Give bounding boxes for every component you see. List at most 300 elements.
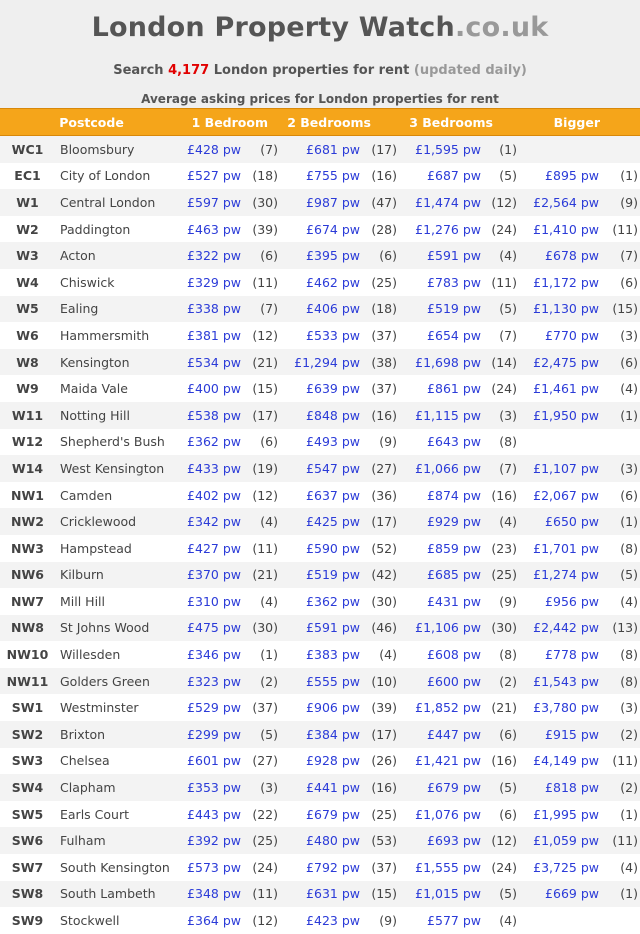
postcode-cell: W6 [16, 327, 39, 343]
area-name-cell: St Johns Wood [60, 620, 150, 636]
price-1-bedroom-link[interactable]: £573 pw [187, 859, 241, 875]
area-name-cell: Cricklewood [60, 514, 137, 530]
price-2-bedrooms-link[interactable]: £639 pw [306, 381, 360, 397]
updated-note: (updated daily) [413, 63, 527, 78]
price-bigger-link[interactable]: £2,564 pw [533, 194, 599, 210]
price-3-bedrooms-link[interactable]: £643 pw [427, 434, 481, 450]
table-row [0, 694, 640, 721]
price-2-bedrooms-link[interactable]: £848 pw [306, 407, 360, 423]
count-bigger: (11) [612, 833, 638, 849]
price-bigger-link[interactable]: £678 pw [545, 248, 599, 264]
count-3-bedrooms: (16) [491, 753, 517, 769]
count-bigger: (4) [620, 859, 638, 875]
area-name-cell: Ealing [60, 301, 99, 317]
price-bigger-link[interactable]: £2,442 pw [533, 620, 599, 636]
count-3-bedrooms: (2) [499, 673, 517, 689]
count-1-bedroom: (25) [252, 833, 278, 849]
postcode-cell: W1 [16, 194, 39, 210]
price-2-bedrooms-link[interactable]: £547 pw [306, 460, 360, 476]
count-1-bedroom: (7) [260, 301, 278, 317]
count-3-bedrooms: (5) [499, 780, 517, 796]
table-row [0, 296, 640, 323]
price-2-bedrooms-link[interactable]: £631 pw [306, 886, 360, 902]
price-2-bedrooms-link[interactable]: £681 pw [306, 141, 360, 157]
price-bigger-link[interactable]: £818 pw [545, 780, 599, 796]
column-header-bigger: Bigger [553, 114, 600, 130]
count-3-bedrooms: (4) [499, 248, 517, 264]
price-2-bedrooms-link[interactable]: £906 pw [306, 700, 360, 716]
price-3-bedrooms-link[interactable]: £1,106 pw [415, 620, 481, 636]
count-1-bedroom: (22) [252, 806, 278, 822]
count-1-bedroom: (17) [252, 407, 278, 423]
postcode-cell: SW6 [11, 833, 44, 849]
count-bigger: (8) [620, 540, 638, 556]
price-1-bedroom-link[interactable]: £400 pw [187, 381, 241, 397]
count-bigger: (4) [620, 593, 638, 609]
price-3-bedrooms-link[interactable]: £519 pw [427, 301, 481, 317]
price-3-bedrooms-link[interactable]: £1,595 pw [415, 141, 481, 157]
site-title-tld: .co.uk [454, 12, 549, 43]
count-3-bedrooms: (8) [499, 647, 517, 663]
count-1-bedroom: (11) [252, 886, 278, 902]
postcode-cell: SW1 [11, 700, 44, 716]
count-2-bedrooms: (18) [371, 301, 397, 317]
postcode-cell: SW2 [11, 726, 44, 742]
price-1-bedroom-link[interactable]: £381 pw [187, 327, 241, 343]
area-name-cell: Shepherd's Bush [60, 434, 165, 450]
price-3-bedrooms-link[interactable]: £693 pw [427, 833, 481, 849]
count-bigger: (6) [620, 487, 638, 503]
price-bigger-link[interactable]: £1,950 pw [533, 407, 599, 423]
price-bigger-link[interactable]: £770 pw [545, 327, 599, 343]
table-row [0, 641, 640, 668]
count-bigger: (1) [620, 168, 638, 184]
postcode-cell: W9 [16, 381, 39, 397]
price-2-bedrooms-link[interactable]: £425 pw [306, 514, 360, 530]
count-1-bedroom: (1) [260, 647, 278, 663]
price-bigger-link[interactable]: £1,410 pw [533, 221, 599, 237]
count-1-bedroom: (18) [252, 168, 278, 184]
price-2-bedrooms-link[interactable]: £674 pw [306, 221, 360, 237]
price-1-bedroom-link[interactable]: £463 pw [187, 221, 241, 237]
count-2-bedrooms: (38) [371, 354, 397, 370]
price-1-bedroom-link[interactable]: £364 pw [187, 913, 241, 929]
count-bigger: (6) [620, 354, 638, 370]
count-1-bedroom: (12) [252, 487, 278, 503]
count-1-bedroom: (3) [260, 780, 278, 796]
price-3-bedrooms-link[interactable]: £685 pw [427, 567, 481, 583]
price-1-bedroom-link[interactable]: £348 pw [187, 886, 241, 902]
price-1-bedroom-link[interactable]: £433 pw [187, 460, 241, 476]
table-row [0, 774, 640, 801]
price-bigger-link[interactable]: £669 pw [545, 886, 599, 902]
count-3-bedrooms: (4) [499, 514, 517, 530]
price-3-bedrooms-link[interactable]: £859 pw [427, 540, 481, 556]
postcode-cell: SW3 [11, 753, 44, 769]
count-3-bedrooms: (24) [491, 221, 517, 237]
price-2-bedrooms-link[interactable]: £362 pw [306, 593, 360, 609]
price-2-bedrooms-link[interactable]: £591 pw [306, 620, 360, 636]
count-1-bedroom: (12) [252, 913, 278, 929]
price-2-bedrooms-link[interactable]: £679 pw [306, 806, 360, 822]
count-3-bedrooms: (8) [499, 434, 517, 450]
price-bigger-link[interactable]: £956 pw [545, 593, 599, 609]
postcode-cell: NW7 [11, 593, 44, 609]
count-3-bedrooms: (14) [491, 354, 517, 370]
postcode-cell: W4 [16, 274, 39, 290]
price-1-bedroom-link[interactable]: £370 pw [187, 567, 241, 583]
area-name-cell: Brixton [60, 726, 106, 742]
price-bigger-link[interactable]: £1,543 pw [533, 673, 599, 689]
price-1-bedroom-link[interactable]: £597 pw [187, 194, 241, 210]
table-row [0, 269, 640, 296]
count-bigger: (8) [620, 673, 638, 689]
count-1-bedroom: (11) [252, 274, 278, 290]
price-1-bedroom-link[interactable]: £427 pw [187, 540, 241, 556]
count-3-bedrooms: (16) [491, 487, 517, 503]
count-3-bedrooms: (5) [499, 168, 517, 184]
search-suffix[interactable]: London properties for rent [213, 63, 410, 78]
price-1-bedroom-link[interactable]: £428 pw [187, 141, 241, 157]
price-2-bedrooms-link[interactable]: £462 pw [306, 274, 360, 290]
price-3-bedrooms-link[interactable]: £929 pw [427, 514, 481, 530]
price-2-bedrooms-link[interactable]: £792 pw [306, 859, 360, 875]
postcode-cell: W12 [11, 434, 44, 450]
area-name-cell: Hampstead [60, 540, 132, 556]
count-1-bedroom: (2) [260, 673, 278, 689]
count-2-bedrooms: (9) [379, 434, 397, 450]
count-2-bedrooms: (16) [371, 407, 397, 423]
column-header-1-bedroom: 1 Bedroom [191, 114, 268, 130]
count-2-bedrooms: (17) [371, 726, 397, 742]
price-2-bedrooms-link[interactable]: £480 pw [306, 833, 360, 849]
price-1-bedroom-link[interactable]: £329 pw [187, 274, 241, 290]
postcode-cell: SW7 [11, 859, 44, 875]
count-2-bedrooms: (37) [371, 859, 397, 875]
table-row [0, 482, 640, 509]
count-2-bedrooms: (17) [371, 141, 397, 157]
price-1-bedroom-link[interactable]: £601 pw [187, 753, 241, 769]
count-2-bedrooms: (25) [371, 274, 397, 290]
price-3-bedrooms-link[interactable]: £1,555 pw [415, 859, 481, 875]
site-title[interactable] [0, 12, 640, 43]
price-1-bedroom-link[interactable]: £392 pw [187, 833, 241, 849]
area-name-cell: Maida Vale [60, 381, 128, 397]
property-count[interactable]: 4,177 [168, 63, 210, 78]
price-1-bedroom-link[interactable]: £529 pw [187, 700, 241, 716]
count-bigger: (1) [620, 806, 638, 822]
count-2-bedrooms: (30) [371, 593, 397, 609]
area-name-cell: South Kensington [60, 859, 170, 875]
price-bigger-link[interactable]: £2,067 pw [533, 487, 599, 503]
price-1-bedroom-link[interactable]: £475 pw [187, 620, 241, 636]
price-1-bedroom-link[interactable]: £322 pw [187, 248, 241, 264]
count-3-bedrooms: (25) [491, 567, 517, 583]
postcode-cell: NW1 [11, 487, 44, 503]
postcode-cell: W8 [16, 354, 39, 370]
count-3-bedrooms: (7) [499, 327, 517, 343]
count-bigger: (3) [620, 460, 638, 476]
price-bigger-link[interactable]: £3,725 pw [533, 859, 599, 875]
price-2-bedrooms-link[interactable]: £555 pw [306, 673, 360, 689]
area-name-cell: Central London [60, 194, 156, 210]
table-row [0, 562, 640, 589]
count-bigger: (11) [612, 221, 638, 237]
postcode-cell: SW4 [11, 780, 44, 796]
price-1-bedroom-link[interactable]: £342 pw [187, 514, 241, 530]
count-bigger: (3) [620, 327, 638, 343]
count-2-bedrooms: (52) [371, 540, 397, 556]
count-3-bedrooms: (12) [491, 194, 517, 210]
table-row [0, 349, 640, 376]
count-2-bedrooms: (47) [371, 194, 397, 210]
count-bigger: (1) [620, 886, 638, 902]
count-1-bedroom: (4) [260, 593, 278, 609]
table-row [0, 375, 640, 402]
count-2-bedrooms: (25) [371, 806, 397, 822]
price-bigger-link[interactable]: £1,995 pw [533, 806, 599, 822]
count-3-bedrooms: (24) [491, 381, 517, 397]
price-bigger-link[interactable]: £1,059 pw [533, 833, 599, 849]
area-name-cell: Westminster [60, 700, 139, 716]
count-bigger: (2) [620, 726, 638, 742]
count-1-bedroom: (30) [252, 194, 278, 210]
price-3-bedrooms-link[interactable]: £1,474 pw [415, 194, 481, 210]
count-2-bedrooms: (6) [379, 248, 397, 264]
postcode-cell: SW8 [11, 886, 44, 902]
price-3-bedrooms-link[interactable]: £1,076 pw [415, 806, 481, 822]
count-2-bedrooms: (39) [371, 700, 397, 716]
price-bigger-link[interactable]: £4,149 pw [533, 753, 599, 769]
count-2-bedrooms: (42) [371, 567, 397, 583]
table-row [0, 668, 640, 695]
price-1-bedroom-link[interactable]: £534 pw [187, 354, 241, 370]
price-1-bedroom-link[interactable]: £338 pw [187, 301, 241, 317]
price-3-bedrooms-link[interactable]: £1,066 pw [415, 460, 481, 476]
price-3-bedrooms-link[interactable]: £608 pw [427, 647, 481, 663]
area-name-cell: Kensington [60, 354, 130, 370]
count-3-bedrooms: (6) [499, 726, 517, 742]
count-2-bedrooms: (26) [371, 753, 397, 769]
table-row [0, 508, 640, 535]
price-1-bedroom-link[interactable]: £310 pw [187, 593, 241, 609]
price-2-bedrooms-link[interactable]: £1,294 pw [294, 354, 360, 370]
table-row [0, 588, 640, 615]
table-row [0, 455, 640, 482]
price-3-bedrooms-link[interactable]: £874 pw [427, 487, 481, 503]
count-1-bedroom: (19) [252, 460, 278, 476]
table-body [0, 136, 640, 934]
price-bigger-link[interactable]: £1,701 pw [533, 540, 599, 556]
count-2-bedrooms: (37) [371, 381, 397, 397]
count-3-bedrooms: (9) [499, 593, 517, 609]
price-1-bedroom-link[interactable]: £362 pw [187, 434, 241, 450]
price-3-bedrooms-link[interactable]: £1,015 pw [415, 886, 481, 902]
count-1-bedroom: (30) [252, 620, 278, 636]
count-3-bedrooms: (5) [499, 301, 517, 317]
price-bigger-link[interactable]: £2,475 pw [533, 354, 599, 370]
column-header-postcode: Postcode [59, 114, 124, 130]
area-name-cell: Chiswick [60, 274, 115, 290]
price-bigger-link[interactable]: £895 pw [545, 168, 599, 184]
price-1-bedroom-link[interactable]: £353 pw [187, 780, 241, 796]
count-3-bedrooms: (23) [491, 540, 517, 556]
price-2-bedrooms-link[interactable]: £987 pw [306, 194, 360, 210]
price-bigger-link[interactable]: £650 pw [545, 514, 599, 530]
count-bigger: (13) [612, 620, 638, 636]
search-prefix[interactable]: Search [113, 63, 164, 78]
price-3-bedrooms-link[interactable]: £1,698 pw [415, 354, 481, 370]
price-2-bedrooms-link[interactable]: £928 pw [306, 753, 360, 769]
table-row [0, 136, 640, 163]
price-bigger-link[interactable]: £778 pw [545, 647, 599, 663]
count-bigger: (8) [620, 647, 638, 663]
price-3-bedrooms-link[interactable]: £431 pw [427, 593, 481, 609]
postcode-cell: NW10 [6, 647, 49, 663]
area-name-cell: Chelsea [60, 753, 110, 769]
price-2-bedrooms-link[interactable]: £383 pw [306, 647, 360, 663]
price-3-bedrooms-link[interactable]: £1,115 pw [415, 407, 481, 423]
area-name-cell: Kilburn [60, 567, 104, 583]
count-3-bedrooms: (4) [499, 913, 517, 929]
table-header-row [0, 108, 640, 136]
area-name-cell: Clapham [60, 780, 116, 796]
area-name-cell: Paddington [60, 221, 131, 237]
count-2-bedrooms: (36) [371, 487, 397, 503]
postcode-cell: NW3 [11, 540, 44, 556]
count-2-bedrooms: (37) [371, 327, 397, 343]
area-name-cell: Hammersmith [60, 327, 150, 343]
count-1-bedroom: (6) [260, 434, 278, 450]
price-3-bedrooms-link[interactable]: £783 pw [427, 274, 481, 290]
area-name-cell: Earls Court [60, 806, 129, 822]
price-2-bedrooms-link[interactable]: £384 pw [306, 726, 360, 742]
count-2-bedrooms: (17) [371, 514, 397, 530]
price-bigger-link[interactable]: £1,172 pw [533, 274, 599, 290]
table-row [0, 748, 640, 775]
price-3-bedrooms-link[interactable]: £654 pw [427, 327, 481, 343]
count-1-bedroom: (39) [252, 221, 278, 237]
postcode-cell: WC1 [11, 141, 44, 157]
price-bigger-link[interactable]: £1,461 pw [533, 381, 599, 397]
price-3-bedrooms-link[interactable]: £861 pw [427, 381, 481, 397]
count-1-bedroom: (27) [252, 753, 278, 769]
search-summary [0, 63, 640, 78]
price-2-bedrooms-link[interactable]: £406 pw [306, 301, 360, 317]
count-2-bedrooms: (16) [371, 168, 397, 184]
price-1-bedroom-link[interactable]: £527 pw [187, 168, 241, 184]
table-row [0, 216, 640, 243]
postcode-cell: W3 [16, 248, 39, 264]
price-2-bedrooms-link[interactable]: £519 pw [306, 567, 360, 583]
price-2-bedrooms-link[interactable]: £533 pw [306, 327, 360, 343]
price-2-bedrooms-link[interactable]: £590 pw [306, 540, 360, 556]
postcode-cell: NW11 [6, 673, 49, 689]
price-1-bedroom-link[interactable]: £443 pw [187, 806, 241, 822]
area-name-cell: Mill Hill [60, 593, 105, 609]
count-bigger: (1) [620, 407, 638, 423]
price-bigger-link[interactable]: £1,274 pw [533, 567, 599, 583]
table-row [0, 242, 640, 269]
count-1-bedroom: (21) [252, 354, 278, 370]
price-3-bedrooms-link[interactable]: £600 pw [427, 673, 481, 689]
area-name-cell: Golders Green [60, 673, 150, 689]
price-3-bedrooms-link[interactable]: £1,276 pw [415, 221, 481, 237]
table-row [0, 429, 640, 456]
area-name-cell: West Kensington [60, 460, 165, 476]
page-header [0, 0, 640, 106]
count-3-bedrooms: (12) [491, 833, 517, 849]
price-3-bedrooms-link[interactable]: £447 pw [427, 726, 481, 742]
count-2-bedrooms: (28) [371, 221, 397, 237]
price-3-bedrooms-link[interactable]: £1,852 pw [415, 700, 481, 716]
postcode-cell: W2 [16, 221, 39, 237]
price-3-bedrooms-link[interactable]: £679 pw [427, 780, 481, 796]
count-2-bedrooms: (15) [371, 886, 397, 902]
price-bigger-link[interactable]: £1,130 pw [533, 301, 599, 317]
price-1-bedroom-link[interactable]: £299 pw [187, 726, 241, 742]
area-name-cell: Bloomsbury [60, 141, 135, 157]
price-2-bedrooms-link[interactable]: £755 pw [306, 168, 360, 184]
column-header-3-bedrooms: 3 Bedrooms [409, 114, 493, 130]
table-row [0, 163, 640, 190]
table-row [0, 721, 640, 748]
price-bigger-link[interactable]: £915 pw [545, 726, 599, 742]
price-bigger-link[interactable]: £1,107 pw [533, 460, 599, 476]
price-1-bedroom-link[interactable]: £538 pw [187, 407, 241, 423]
count-1-bedroom: (7) [260, 141, 278, 157]
count-bigger: (11) [612, 753, 638, 769]
postcode-cell: NW6 [11, 567, 44, 583]
price-3-bedrooms-link[interactable]: £687 pw [427, 168, 481, 184]
count-bigger: (7) [620, 248, 638, 264]
count-1-bedroom: (24) [252, 859, 278, 875]
count-bigger: (4) [620, 381, 638, 397]
price-2-bedrooms-link[interactable]: £441 pw [306, 780, 360, 796]
count-3-bedrooms: (7) [499, 460, 517, 476]
count-bigger: (2) [620, 780, 638, 796]
postcode-cell: NW8 [11, 620, 44, 636]
count-bigger: (1) [620, 514, 638, 530]
count-3-bedrooms: (24) [491, 859, 517, 875]
price-3-bedrooms-link[interactable]: £1,421 pw [415, 753, 481, 769]
count-3-bedrooms: (30) [491, 620, 517, 636]
price-2-bedrooms-link[interactable]: £423 pw [306, 913, 360, 929]
price-3-bedrooms-link[interactable]: £591 pw [427, 248, 481, 264]
count-bigger: (3) [620, 700, 638, 716]
table-row [0, 801, 640, 828]
area-name-cell: Acton [60, 248, 96, 264]
count-bigger: (5) [620, 567, 638, 583]
area-name-cell: South Lambeth [60, 886, 156, 902]
price-2-bedrooms-link[interactable]: £493 pw [306, 434, 360, 450]
price-1-bedroom-link[interactable]: £402 pw [187, 487, 241, 503]
price-2-bedrooms-link[interactable]: £637 pw [306, 487, 360, 503]
price-3-bedrooms-link[interactable]: £577 pw [427, 913, 481, 929]
count-2-bedrooms: (27) [371, 460, 397, 476]
count-2-bedrooms: (53) [371, 833, 397, 849]
count-2-bedrooms: (16) [371, 780, 397, 796]
price-bigger-link[interactable]: £3,780 pw [533, 700, 599, 716]
postcode-cell: W11 [11, 407, 44, 423]
price-1-bedroom-link[interactable]: £323 pw [187, 673, 241, 689]
rent-prices-table [0, 108, 640, 934]
count-3-bedrooms: (21) [491, 700, 517, 716]
price-2-bedrooms-link[interactable]: £395 pw [306, 248, 360, 264]
area-name-cell: City of London [60, 168, 151, 184]
price-1-bedroom-link[interactable]: £346 pw [187, 647, 241, 663]
count-1-bedroom: (4) [260, 514, 278, 530]
